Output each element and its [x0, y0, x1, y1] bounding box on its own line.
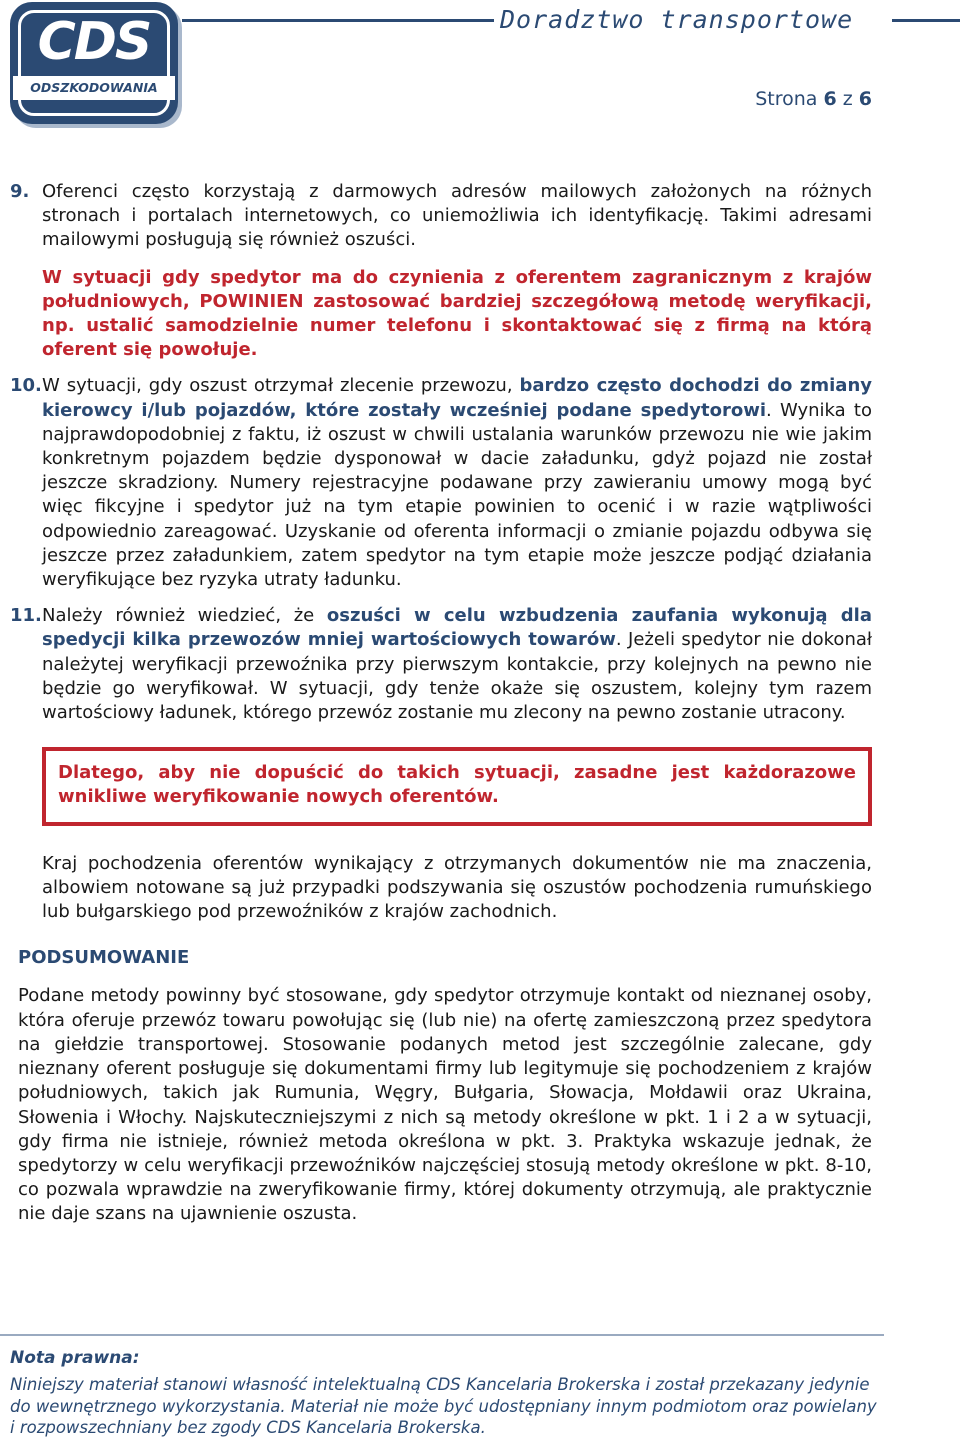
text-run: W sytuacji, gdy oszust otrzymał zlecenie przewozu,: [42, 375, 520, 397]
origin-note: Kraj pochodzenia oferentów wynikający z otrzymanych dokumentów nie ma znaczenia, albowiem notowane są już przypadki podszywania się oszustów pochodzenia rumuńskiego lub bułgarskiego pod przewoźników z krajów zachodnich.: [42, 852, 872, 923]
warning-paragraph: W sytuacji gdy spedytor ma do czynienia z oferentem zagranicznym z krajów południowych, POWINIEN zastosować bardziej szczegółową metodę weryfikacji, np. ustalić samodzielnie numer telefonu i skontaktować się z firmą na którą oferent się powołuje.: [42, 266, 872, 361]
page-header: [0, 0, 960, 140]
tagline: Doradztwo transportowe: [500, 5, 854, 34]
cds-logo: [10, 2, 178, 124]
item-paragraph: Oferenci często korzystają z darmowych adresów mailowych założonych na różnych stronach i portalach internetowych, co uniemożliwia ich identyfikację. Takimi adresami mailowymi posługują się również oszuści.: [42, 181, 872, 251]
text-run: . Wynika to najprawdopodobniej z faktu, iż oszust w chwili ustalania warunków przewozu nie wie jakim konkretnym pojazdem będzie dysponował w dacie załadunku, gdyż pojazd nie został jeszcze skradziony. Numery rejestracyjne podawane przy zawieraniu umowy mogą być więc fikcyjne i spedytor już na tym etapie powinien to ocenić i w razie wątpliwości odpowiednio zareagować. Uzyskanie od oferenta informacji o zmianie pojazdu odbywa się jeszcze przez załadunkiem, zatem spedytor na tym etapie może jeszcze podjąć działania weryfikujące bez ryzyka utraty ładunku.: [42, 399, 873, 591]
tagline-rule-left: [182, 19, 494, 22]
emphasis-text: bardzo często dochodzi do zmiany kierowcy i/lub pojazdów, które zostały wcześniej podane spedytorowi: [42, 375, 872, 421]
page-label: Strona: [755, 88, 818, 110]
list-item-9: [10, 180, 872, 362]
summary-heading: PODSUMOWANIE: [18, 947, 190, 969]
item-paragraph: [42, 604, 872, 725]
summary-text: Podane metody powinny być stosowane, gdy spedytor otrzymuje kontakt od nieznanej osoby, która oferuje przewóz towaru powołując się (lub nie) na ofertę zamieszczoną przez spedytora na giełdzie transportowej. Stosowanie podanych metod jest szczególnie zalecane, gdy nieznany oferent posługuje się dokumentami firmy lub legitymuje się pochodzeniem z krajów południowych, takich jak Rumunia, Węgry, Bułgaria, Słowacja, Mołdawii oraz Ukraina, Słowenia i Włochy. Najskuteczniejszymi z nich są metody określone w pkt. 1 i 2 a w sytuacji, gdy firma nie istnieje, również metoda określona w pkt. 3. Praktyka wskazuje jednak, że spedytorzy w celu weryfikacji przewoźników najczęściej stosują metody określone w pkt. 8-10, co pozwala wprawdzie na zweryfikowanie firmy, której dokumenty otrzymują, ale praktycznie nie daje szans na ujawnienie oszusta.: [18, 985, 872, 1225]
page-number: [755, 88, 872, 110]
list-item-11: [10, 604, 872, 725]
item-number: 9.: [10, 181, 30, 202]
logo-band: ODSZKODOWANIA: [13, 76, 175, 100]
emphasis-text: oszuści w celu wzbudzenia zaufania wykonują dla spedycji kilka przewozów mniej wartościowych towarów: [42, 605, 872, 651]
text-run: Należy również wiedzieć, że: [42, 605, 327, 627]
footer-text: Niniejszy materiał stanowi własność intelektualną CDS Kancelaria Brokerska i został przekazany jedynie do wewnętrznego wykorzystania. Materiał nie może być udostępniany innym podmiotom oraz powielany i rozpowszechniany bez zgody CDS Kancelaria Brokerska.: [10, 1375, 877, 1437]
document-body: [0, 180, 960, 1227]
item-number: 10.: [10, 375, 42, 397]
tagline-rule-right: [892, 19, 960, 22]
page-total: 6: [858, 88, 872, 110]
list-item-10: [10, 374, 873, 592]
callout-box: Dlatego, aby nie dopuścić do takich sytuacji, zasadne jest każdorazowe wnikliwe weryfikowanie nowych oferentów.: [42, 747, 872, 825]
logo-text: CDS: [37, 12, 151, 72]
item-number: 11.: [10, 605, 42, 627]
footer-title: Nota prawna:: [10, 1348, 140, 1368]
text-run: . Jeżeli spedytor nie dokonał należytej weryfikacji przewoźnika przy pierwszym kontakcie, przy kolejnych na pewno nie będzie go weryfikował. W sytuacji, gdy tenże okaże się oszustem, kolejny tym razem wartościowy ładunek, którego przewóz zostanie mu zlecony na pewno zostanie utracony.: [42, 629, 872, 724]
page-current: 6: [823, 88, 837, 110]
item-paragraph: [42, 374, 872, 592]
page-separator: z: [842, 88, 853, 110]
footer-divider: [0, 1334, 884, 1336]
